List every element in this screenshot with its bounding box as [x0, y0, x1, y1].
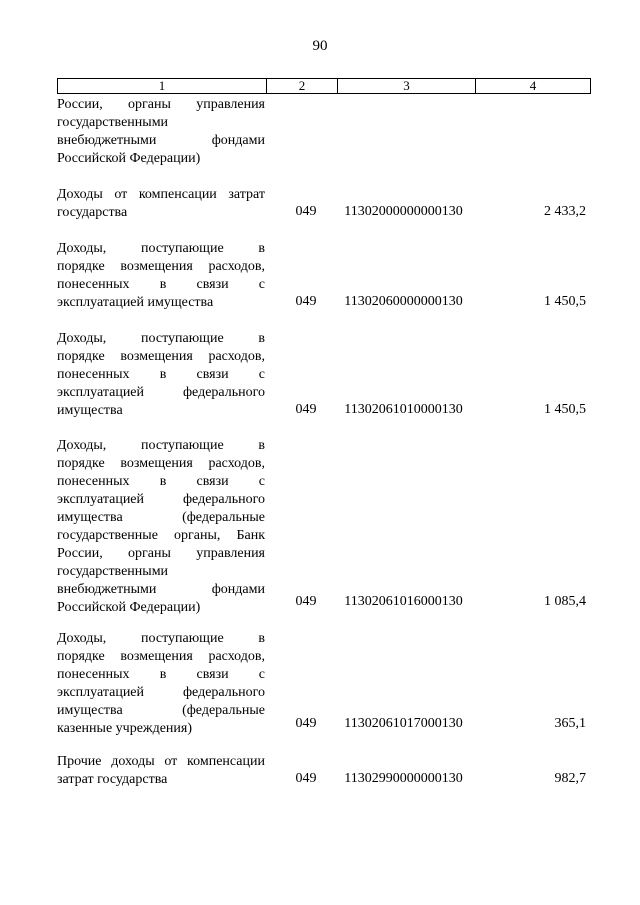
continuation-description — [57, 96, 265, 168]
row-description — [57, 186, 265, 222]
row-code: 049 — [295, 594, 317, 609]
row-amount: 1 450,5 — [544, 294, 586, 309]
row-kbk: 11302990000000130 — [344, 771, 463, 786]
column-header-4: 4 — [476, 79, 591, 94]
description-line: внебюджетными фондами — [57, 133, 265, 148]
table-header — [57, 78, 591, 94]
row-amount: 982,7 — [554, 771, 586, 786]
description-line: Доходы, поступающие в — [57, 631, 265, 646]
description-line: имущества — [57, 403, 123, 418]
row-kbk: 11302061016000130 — [344, 594, 463, 609]
row-description — [57, 330, 265, 420]
description-line: эксплуатацией имущества — [57, 295, 214, 310]
description-line: понесенных в связи с — [57, 474, 265, 489]
column-header-2: 2 — [267, 79, 338, 94]
description-line: понесенных в связи с — [57, 277, 265, 292]
row-code: 049 — [295, 402, 317, 417]
description-line: России, органы управления — [57, 546, 265, 561]
row-code: 049 — [295, 204, 317, 219]
row-kbk: 11302061017000130 — [344, 716, 463, 731]
row-amount: 1 450,5 — [544, 402, 586, 417]
description-line: понесенных в связи с — [57, 367, 265, 382]
row-kbk: 11302061010000130 — [344, 402, 463, 417]
description-line: государственные органы, Банк — [57, 528, 265, 543]
description-line: Российской Федерации) — [57, 151, 201, 166]
row-code: 049 — [295, 771, 317, 786]
description-line: имущества (федеральные — [57, 703, 265, 718]
description-line: Доходы, поступающие в — [57, 241, 265, 256]
description-line: затрат государства — [57, 772, 168, 787]
description-line: имущества (федеральные — [57, 510, 265, 525]
description-line: порядке возмещения расходов, — [57, 456, 265, 471]
row-description — [57, 240, 265, 312]
page-number: 90 — [312, 38, 328, 54]
description-line: порядке возмещения расходов, — [57, 649, 265, 664]
description-line: Прочие доходы от компенсации — [57, 754, 265, 769]
row-amount: 365,1 — [554, 716, 586, 731]
row-code: 049 — [295, 716, 317, 731]
description-line: порядке возмещения расходов, — [57, 349, 265, 364]
description-line: государственными — [57, 115, 169, 130]
description-line: государственными — [57, 564, 169, 579]
description-line: понесенных в связи с — [57, 667, 265, 682]
description-line: государства — [57, 205, 128, 220]
description-line: порядке возмещения расходов, — [57, 259, 265, 274]
column-header-1: 1 — [58, 79, 267, 94]
row-kbk: 11302060000000130 — [344, 294, 463, 309]
row-description — [57, 753, 265, 789]
row-amount: 1 085,4 — [544, 594, 586, 609]
description-line: эксплуатацией федерального — [57, 492, 265, 507]
description-line: эксплуатацией федерального — [57, 385, 265, 400]
description-line: Российской Федерации) — [57, 600, 201, 615]
description-line: Доходы, поступающие в — [57, 438, 265, 453]
column-header-3: 3 — [338, 79, 476, 94]
row-code: 049 — [295, 294, 317, 309]
description-line: Доходы от компенсации затрат — [57, 187, 265, 202]
description-line: внебюджетными фондами — [57, 582, 265, 597]
description-line: казенные учреждения) — [57, 721, 193, 736]
description-line: эксплуатацией федерального — [57, 685, 265, 700]
row-description — [57, 630, 265, 738]
description-line: России, органы управления — [57, 97, 265, 112]
description-line: Доходы, поступающие в — [57, 331, 265, 346]
row-description — [57, 437, 265, 617]
row-amount: 2 433,2 — [544, 204, 586, 219]
row-kbk: 11302000000000130 — [344, 204, 463, 219]
